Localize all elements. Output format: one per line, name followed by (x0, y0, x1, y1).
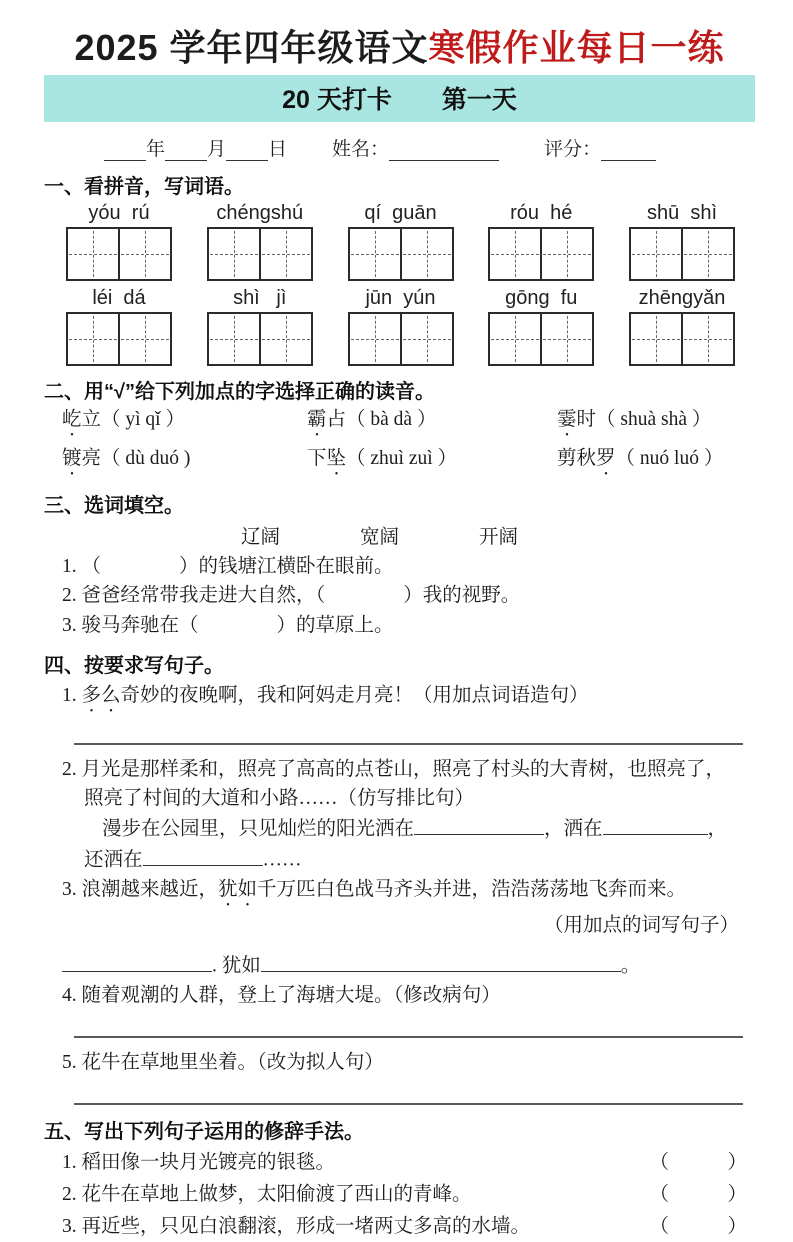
date-name-score-line (104, 134, 755, 161)
writing-cell (68, 229, 118, 279)
name-blank (389, 140, 499, 161)
day-banner: 20 天打卡 第一天 (44, 75, 755, 122)
pinyin-word-group (629, 202, 735, 281)
sentence-q2-line2: 照亮了村间的大道和小路……（仿写排比句） (84, 784, 755, 813)
writing-box (488, 312, 594, 366)
sentence-q5: 5. 花牛在草地里坐着。（改为拟人句） (62, 1048, 755, 1077)
q2-fill-line-a: 漫步在公园里，只见灿烂的阳光洒在 ，洒在 ， (102, 813, 755, 844)
fill-blank (143, 844, 263, 865)
pinyin-word-group (629, 287, 735, 366)
writing-cell (400, 229, 452, 279)
writing-cell (490, 229, 540, 279)
pronunciation-item: 镀亮（ dù duó ) (62, 446, 307, 480)
sentence-q3: 3. 浪潮越来越近，犹如千万匹白色战马齐头并进，浩浩荡荡地飞奔而来。 (62, 875, 755, 911)
pinyin-word-group (66, 202, 172, 281)
dotted-char: 坠 (327, 448, 347, 469)
pinyin-label: zhēngyǎn (639, 287, 726, 310)
writing-cell (490, 314, 540, 364)
pinyin-word-group (348, 202, 454, 281)
word-option: 辽阔 (241, 521, 280, 549)
section3-heading: 三、选词填空。 (44, 489, 755, 518)
writing-cell (209, 314, 259, 364)
sentence-q4: 4. 随着观潮的人群，登上了海塘大堤。（修改病句） (62, 981, 755, 1010)
writing-cell (681, 229, 733, 279)
fill-blank (261, 950, 621, 971)
writing-box (207, 227, 313, 281)
fill-blank-item: 3. 骏马奔驰在（ ）的草原上。 (62, 611, 755, 640)
pronunciation-item: 剪秋罗（ nuó luó ） (557, 446, 755, 480)
pinyin-label: gōng fu (505, 287, 577, 310)
writing-cell (400, 314, 452, 364)
section2-heading: 二、用“√”给下列加点的字选择正确的读音。 (44, 375, 755, 404)
q3-fill-line: . 犹如 。 (62, 950, 755, 981)
section5-heading: 五、写出下列句子运用的修辞手法。 (44, 1115, 755, 1144)
pinyin-word-group (488, 287, 594, 366)
answer-line (74, 743, 743, 745)
rhetoric-item: 1. 稻田像一块月光镀亮的银毯。 （ ） (62, 1147, 755, 1179)
writing-cell (209, 229, 259, 279)
pinyin-row-1 (44, 202, 755, 281)
fill-blank (414, 813, 544, 834)
writing-box (66, 227, 172, 281)
fill-blank (603, 813, 708, 834)
dotted-word: 犹如 (218, 879, 257, 900)
word-option: 宽阔 (360, 521, 399, 549)
pinyin-row-2 (44, 287, 755, 366)
rhetoric-item: 3. 再近些，只见白浪翻滚，形成一堵两丈多高的水墙。 （ ） (62, 1211, 755, 1242)
writing-cell (68, 314, 118, 364)
fill-blank (62, 950, 212, 971)
writing-box (348, 312, 454, 366)
answer-paren: （ ） (649, 1211, 747, 1242)
score-blank (601, 140, 656, 161)
dotted-char: 镀 (62, 448, 82, 469)
answer-line (74, 1103, 743, 1105)
pinyin-label: qí guān (364, 202, 436, 225)
name-label: 姓名： (332, 134, 389, 161)
dotted-char: 屹 (62, 409, 82, 430)
section4-heading: 四、按要求写句子。 (44, 649, 755, 678)
year-label: 年 (146, 134, 165, 161)
section1-heading: 一、看拼音，写词语。 (44, 170, 755, 199)
pronunciation-item: 霸占（ bà dà ） (307, 407, 557, 441)
writing-cell (118, 229, 170, 279)
writing-cell (631, 229, 681, 279)
month-blank (165, 140, 207, 161)
writing-cell (540, 314, 592, 364)
fill-blank-item: 1. （ ）的钱塘江横卧在眼前。 (62, 552, 755, 581)
word-bank (44, 521, 715, 549)
writing-cell (681, 314, 733, 364)
title-red-part: 寒假作业每日一练 (429, 27, 725, 68)
writing-box (66, 312, 172, 366)
writing-cell (540, 229, 592, 279)
writing-cell (259, 314, 311, 364)
pinyin-label: jūn yún (365, 287, 435, 310)
answer-paren: （ ） (649, 1179, 747, 1211)
day-blank (226, 140, 268, 161)
sentence-q1: 1. 多么奇妙的夜晚啊，我和阿妈走月亮！（用加点词语造句） (62, 681, 755, 717)
pinyin-label: chéngshú (216, 202, 303, 225)
page-title (44, 26, 755, 69)
dotted-char: 罗 (596, 448, 616, 469)
writing-cell (350, 314, 400, 364)
answer-paren: （ ） (649, 1147, 747, 1179)
writing-box (348, 227, 454, 281)
pinyin-label: yóu rú (88, 202, 149, 225)
word-option: 开阔 (479, 521, 518, 549)
writing-cell (350, 229, 400, 279)
dotted-word: 多么 (82, 685, 121, 706)
pinyin-label: róu hé (510, 202, 572, 225)
dotted-char: 霸 (307, 409, 327, 430)
title-black-part: 2025 学年四年级语文 (74, 27, 428, 68)
pronunciation-item: 霎时（ shuà shà ） (557, 407, 755, 441)
rhetoric-item: 2. 花牛在草地上做梦，太阳偷渡了西山的青峰。 （ ） (62, 1179, 755, 1211)
pronunciation-item: 屹立（ yì qǐ ） (62, 407, 307, 441)
answer-line (74, 1036, 743, 1038)
writing-box (629, 312, 735, 366)
writing-box (207, 312, 313, 366)
pinyin-word-group (66, 287, 172, 366)
year-blank (104, 140, 146, 161)
pinyin-label: léi dá (92, 287, 145, 310)
pronunciation-grid (62, 407, 755, 480)
writing-box (488, 227, 594, 281)
fill-blank-item: 2. 爸爸经常带我走进大自然，（ ）我的视野。 (62, 581, 755, 610)
writing-cell (259, 229, 311, 279)
pronunciation-item: 下坠（ zhuì zuì ） (307, 446, 557, 480)
pinyin-label: shū shì (647, 202, 717, 225)
q3-note: （用加点的词写句子） (62, 911, 755, 940)
writing-box (629, 227, 735, 281)
pinyin-label: shì jì (233, 287, 286, 310)
score-label: 评分： (544, 134, 601, 161)
sentence-q2-line1: 2. 月光是那样柔和，照亮了高高的点苍山，照亮了村头的大青树，也照亮了， (62, 755, 755, 784)
writing-cell (118, 314, 170, 364)
dotted-char: 霎 (557, 409, 577, 430)
pinyin-word-group (207, 202, 313, 281)
month-label: 月 (207, 134, 226, 161)
pinyin-word-group (488, 202, 594, 281)
day-label: 日 (268, 134, 287, 161)
q2-fill-line-b: 还洒在 …… (84, 844, 755, 875)
pinyin-word-group (207, 287, 313, 366)
pinyin-word-group (348, 287, 454, 366)
writing-cell (631, 314, 681, 364)
